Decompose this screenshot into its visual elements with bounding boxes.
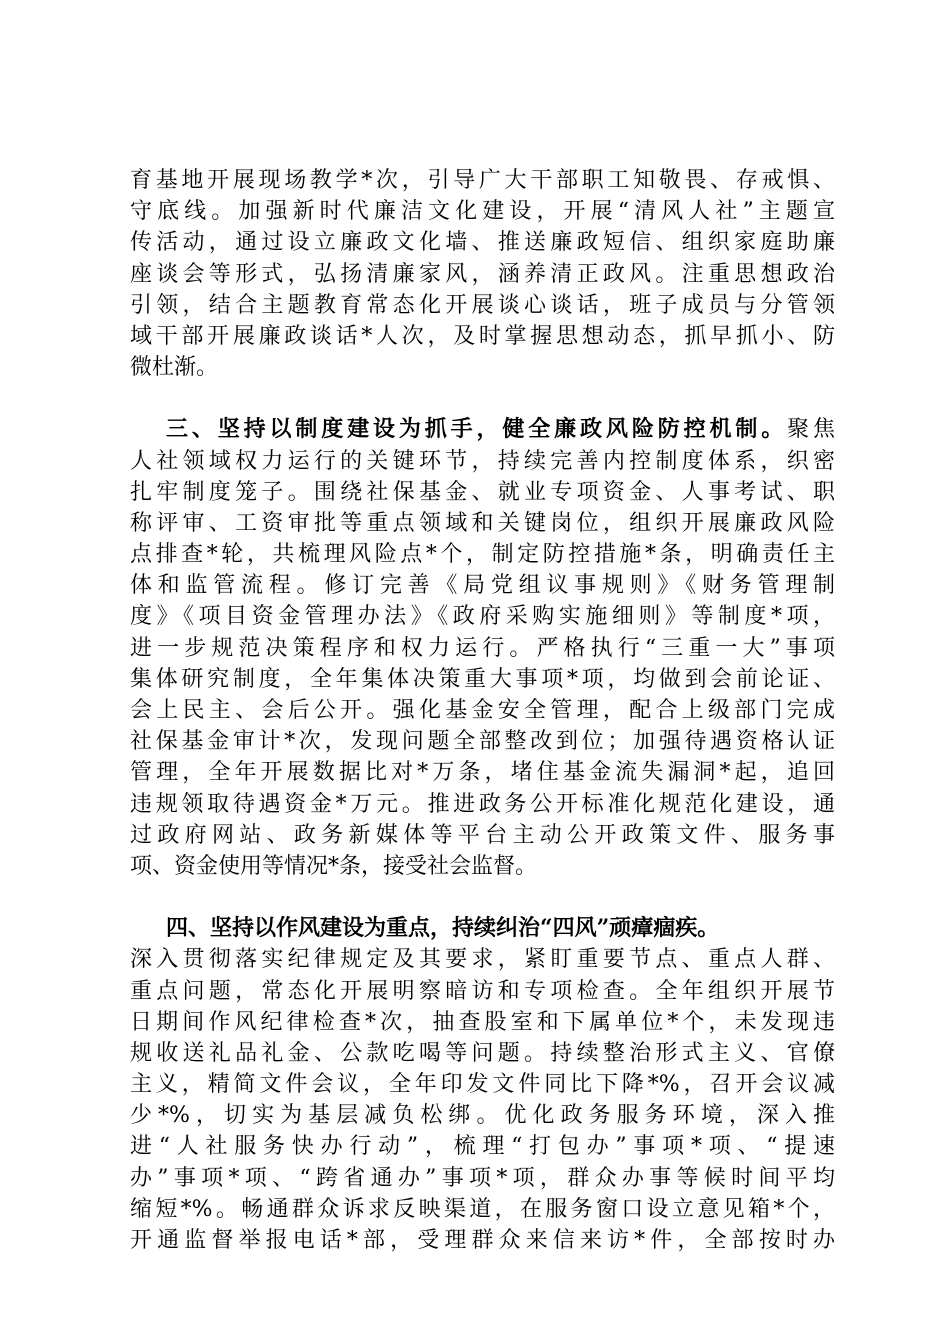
heading-tail-text: 聚焦	[787, 417, 835, 443]
text-line: 座谈会等形式，弘扬清廉家风，涵养清正政风。注重思想政治	[130, 261, 835, 287]
text-line: 缩短*%。畅通群众诉求反映渠道，在服务窗口设立意见箱*个，	[130, 1196, 835, 1222]
text-line: 扎牢制度笼子。围绕社保基金、就业专项资金、人事考试、职	[130, 479, 835, 505]
text-line: 规收送礼品礼金、公款吃喝等问题。持续整治形式主义、官僚	[130, 1040, 835, 1066]
section-heading-line	[130, 414, 835, 445]
text-line: 项、资金使用等情况*条，接受社会监督。	[130, 853, 538, 879]
text-line: 开通监督举报电话*部，受理群众来信来访*件，全部按时办	[130, 1228, 835, 1253]
paragraph-integrity-education	[130, 165, 835, 383]
text-line: 传活动，通过设立廉政文化墙、推送廉政短信、组织家庭助廉	[130, 230, 835, 256]
text-line: 称评审、工资审批等重点领域和关键岗位，组织开展廉政风险	[130, 510, 835, 536]
text-line: 体和监管流程。修订完善《局党组议事规则》《财务管理制	[130, 573, 835, 599]
text-line: 主义，精简文件会议，全年印发文件同比下降*%，召开会议减	[130, 1072, 835, 1098]
text-line: 育基地开展现场教学*次，引导广大干部职工知敬畏、存戒惧、	[130, 168, 835, 193]
paragraph-section-three	[130, 414, 835, 882]
section-heading: 三、坚持以制度建设为抓手，健全廉政风险防控机制。	[166, 416, 788, 443]
text-line: 违规领取待遇资金*万元。推进政务公开标准化规范化建设，通	[130, 791, 835, 817]
document-page	[130, 165, 835, 1287]
text-line: 进一步规范决策程序和权力运行。严格执行“三重一大”事项	[130, 635, 835, 661]
text-line: 微杜渐。	[130, 355, 219, 381]
text-line: 进“人社服务快办行动”，梳理“打包办”事项*项、“提速	[130, 1134, 835, 1160]
text-line: 引领，结合主题教育常态化开展谈心谈话，班子成员与分管领	[130, 292, 835, 318]
text-line: 社保基金审计*次，发现问题全部整改到位；加强待遇资格认证	[130, 729, 835, 755]
text-line: 日期间作风纪律检查*次，抽查股室和下属单位*个，未发现违	[130, 1009, 835, 1035]
text-line: 度》《项目资金管理办法》《政府采购实施细则》等制度*项，	[130, 604, 835, 630]
text-line: 会上民主、会后公开。强化基金安全管理，配合上级部门完成	[130, 698, 835, 723]
text-line: 守底线。加强新时代廉洁文化建设，开展“清风人社”主题宣	[130, 199, 835, 225]
text-line: 深入贯彻落实纪律规定及其要求，紧盯重要节点、重点人群、	[130, 947, 835, 973]
section-heading-line	[130, 913, 835, 944]
text-line: 域干部开展廉政谈话*人次，及时掌握思想动态，抓早抓小、防	[130, 323, 835, 349]
text-line: 办”事项*项、“跨省通办”事项*项，群众办事等候时间平均	[130, 1165, 835, 1191]
paragraph-section-four	[130, 913, 835, 1256]
section-heading: 四、坚持以作风建设为重点，持续纠治“四风”顽瘴痼疾。	[166, 915, 720, 942]
text-line: 集体研究制度，全年集体决策重大事项*项，均做到会前论证、	[130, 666, 835, 692]
text-line: 少*%，切实为基层减负松绑。优化政务服务环境，深入推	[130, 1103, 835, 1129]
text-line: 管理，全年开展数据比对*万条，堵住基金流失漏洞*起，追回	[130, 760, 835, 786]
text-line: 过政府网站、政务新媒体等平台主动公开政策文件、服务事	[130, 822, 835, 848]
text-line: 点排查*轮，共梳理风险点*个，制定防控措施*条，明确责任主	[130, 542, 835, 568]
text-line: 重点问题，常态化开展明察暗访和专项检查。全年组织开展节	[130, 978, 835, 1004]
text-line: 人社领域权力运行的关键环节，持续完善内控制度体系，织密	[130, 448, 835, 474]
